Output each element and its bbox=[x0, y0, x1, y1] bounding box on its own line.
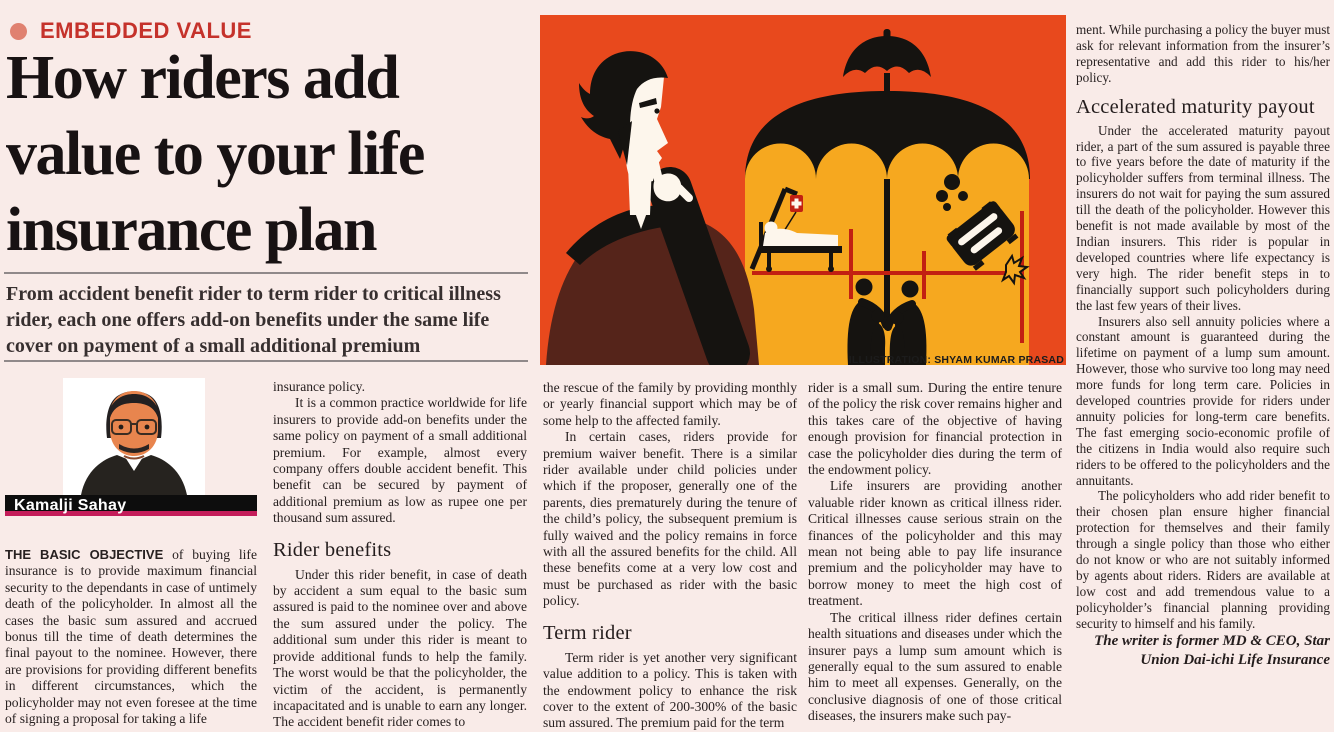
body-paragraph: Insurers also sell annuity policies where a constant amount is guaranteed during the lifetime on payment of a lump sum amount. However, those who survive too long may need more funds for long term care. Policies in developed countries provide for riders under annuity policies for long-term care benefits. The fast emerging socio-economic profile of the citizens in India would also require such riders to be offered to the policyholders and the annuitants. bbox=[1076, 313, 1330, 488]
body-paragraph: Life insurers are providing another valuable rider known as critical illness rider. Critical illnesses cause serious strain on the finances of the policyholder and this may mean not being able to pay life insurance premium and the policyholder may have to borrow money to meet the high cost of treatment. bbox=[808, 478, 1062, 609]
author-nameband bbox=[5, 495, 257, 516]
writer-credit: The writer is former MD & CEO, Star Union Dai-ichi Life Insurance bbox=[1094, 632, 1330, 668]
body-column-1 bbox=[5, 547, 257, 727]
kicker-dot-icon bbox=[10, 23, 27, 40]
section-heading-term-rider: Term rider bbox=[543, 621, 632, 644]
section-heading-rider-benefits: Rider benefits bbox=[273, 538, 392, 561]
kicker-label: EMBEDDED VALUE bbox=[40, 18, 252, 43]
headline: How riders add value to your life insurance plan bbox=[6, 44, 424, 264]
body-paragraph: the rescue of the family by providing monthly or yearly financial support which may be of some help to the affected family. bbox=[543, 380, 797, 428]
illustration bbox=[540, 15, 1066, 365]
section-heading-accelerated-maturity-payout: Accelerated maturity payout bbox=[1076, 95, 1315, 118]
body-column-4 bbox=[808, 380, 1062, 725]
body-paragraph bbox=[5, 547, 257, 727]
standfirst: From accident benefit rider to term rider to critical illness rider, each one offers add-on benefits under the same life cover on payment of a small additional premium bbox=[6, 283, 501, 357]
body-paragraph: rider is a small sum. During the entire tenure of the policy the risk cover remains higher and this takes care of the objective of having enough provision for financial protection in case the policyholder dies during the term of the endowment policy. bbox=[808, 380, 1062, 478]
body-paragraph: The critical illness rider defines certain health situations and diseases under which the insurer pays a lump sum amount which is generally equal to the sum assured to enable him to meet all expenses. Generally, on the conclusive diagnosis of one of those critical diseases, the insurers make such pay- bbox=[808, 609, 1062, 724]
body-paragraph: ment. While purchasing a policy the buyer must ask for relevant information from the insurer’s representative and add this rider to his/her policy. bbox=[1076, 22, 1330, 85]
umbrella-pole bbox=[884, 179, 890, 323]
body-paragraph: In certain cases, riders provide for premium waiver benefit. There is a similar rider available under child policies under which if the proposer, generally one of the parents, dies prematurely during the tenure of the child’s policy, the subsequent premium is fully waived and the policy remains in force with all the assured benefits for the child. All these benefits come at a very low cost and must be purchased as rider with the basic policy. bbox=[543, 429, 797, 609]
author-portrait-art bbox=[63, 378, 205, 495]
illustration-art bbox=[540, 15, 1066, 365]
divider-rule-bottom bbox=[4, 360, 528, 362]
body-paragraph: insurance policy. bbox=[273, 379, 365, 394]
body-paragraph: It is a common practice worldwide for life insurers to provide add-on benefits under the same policy on payment of a small additional premium. For example, almost every company offers double accident benefit. This benefit can be secured by payment of additional premium as low as rupee one per thousand sum assured. bbox=[273, 395, 527, 526]
divider-rule-top bbox=[4, 272, 528, 274]
body-paragraph: Under the accelerated maturity payout rider, a part of the sum assured is payable three to five years before the date of maturity if the policyholder suffers from terminal illness. The insurers do not wait for paying the sum assured till the death of the policyholder. However this benefit is not made available by most of the Indian insurers. This rider is popular in developed countries where life expectancy is very high. The rider benefit steps in to financially support such policyholders during the last few years of their lives. bbox=[1076, 122, 1330, 313]
body-column-3 bbox=[543, 380, 797, 732]
lead-in-text: THE BASIC OBJECTIVE bbox=[5, 547, 164, 562]
body-paragraph: Term rider is yet another very significant value addition to a policy. This is taken with the endowment policy to enhance the risk cover to the extent of 200-300% of the basic sum assured. The premium paid for the term bbox=[543, 649, 797, 731]
illustration-credit: ILLUSTRATION: SHYAM KUMAR PRASAD bbox=[848, 354, 1064, 366]
body-paragraph: The policyholders who add rider benefit to their chosen plan ensure higher financial protection for themselves and their family through a single policy than those who either do not know or who are not suitably informed by agents about riders. Riders are available at low cost and add tremendous value to a policyholder’s financial planning providing security to himself and his family. bbox=[1076, 488, 1330, 631]
author-name: Kamalji Sahay bbox=[14, 497, 127, 514]
body-column-5 bbox=[1076, 22, 1330, 670]
lead-rest-text: of buying life insurance is to provide maximum financial security to the dependants in case of untimely death of the policyholder. In almost all the cases the basic sum assured and accrued bonus till the time of death determines the final payout to the nominee. However, there are provisions for providing different benefits in different circumstances, which the policyholder may not even foresee at the time of signing a proposal for taking a life bbox=[5, 547, 257, 727]
body-paragraph: Under this rider benefit, in case of death by accident a sum equal to the basic sum assured is paid to the nominee over and above the sum assured under the policy. The additional sum under this rider is meant to provide additional funds to help the family. The worst would be that the policyholder, the victim of the accident, is permanently incapacitated and is unable to earn any longer. The accident benefit rider comes to bbox=[273, 566, 527, 730]
author-photo bbox=[63, 378, 205, 495]
body-column-2 bbox=[273, 379, 527, 731]
